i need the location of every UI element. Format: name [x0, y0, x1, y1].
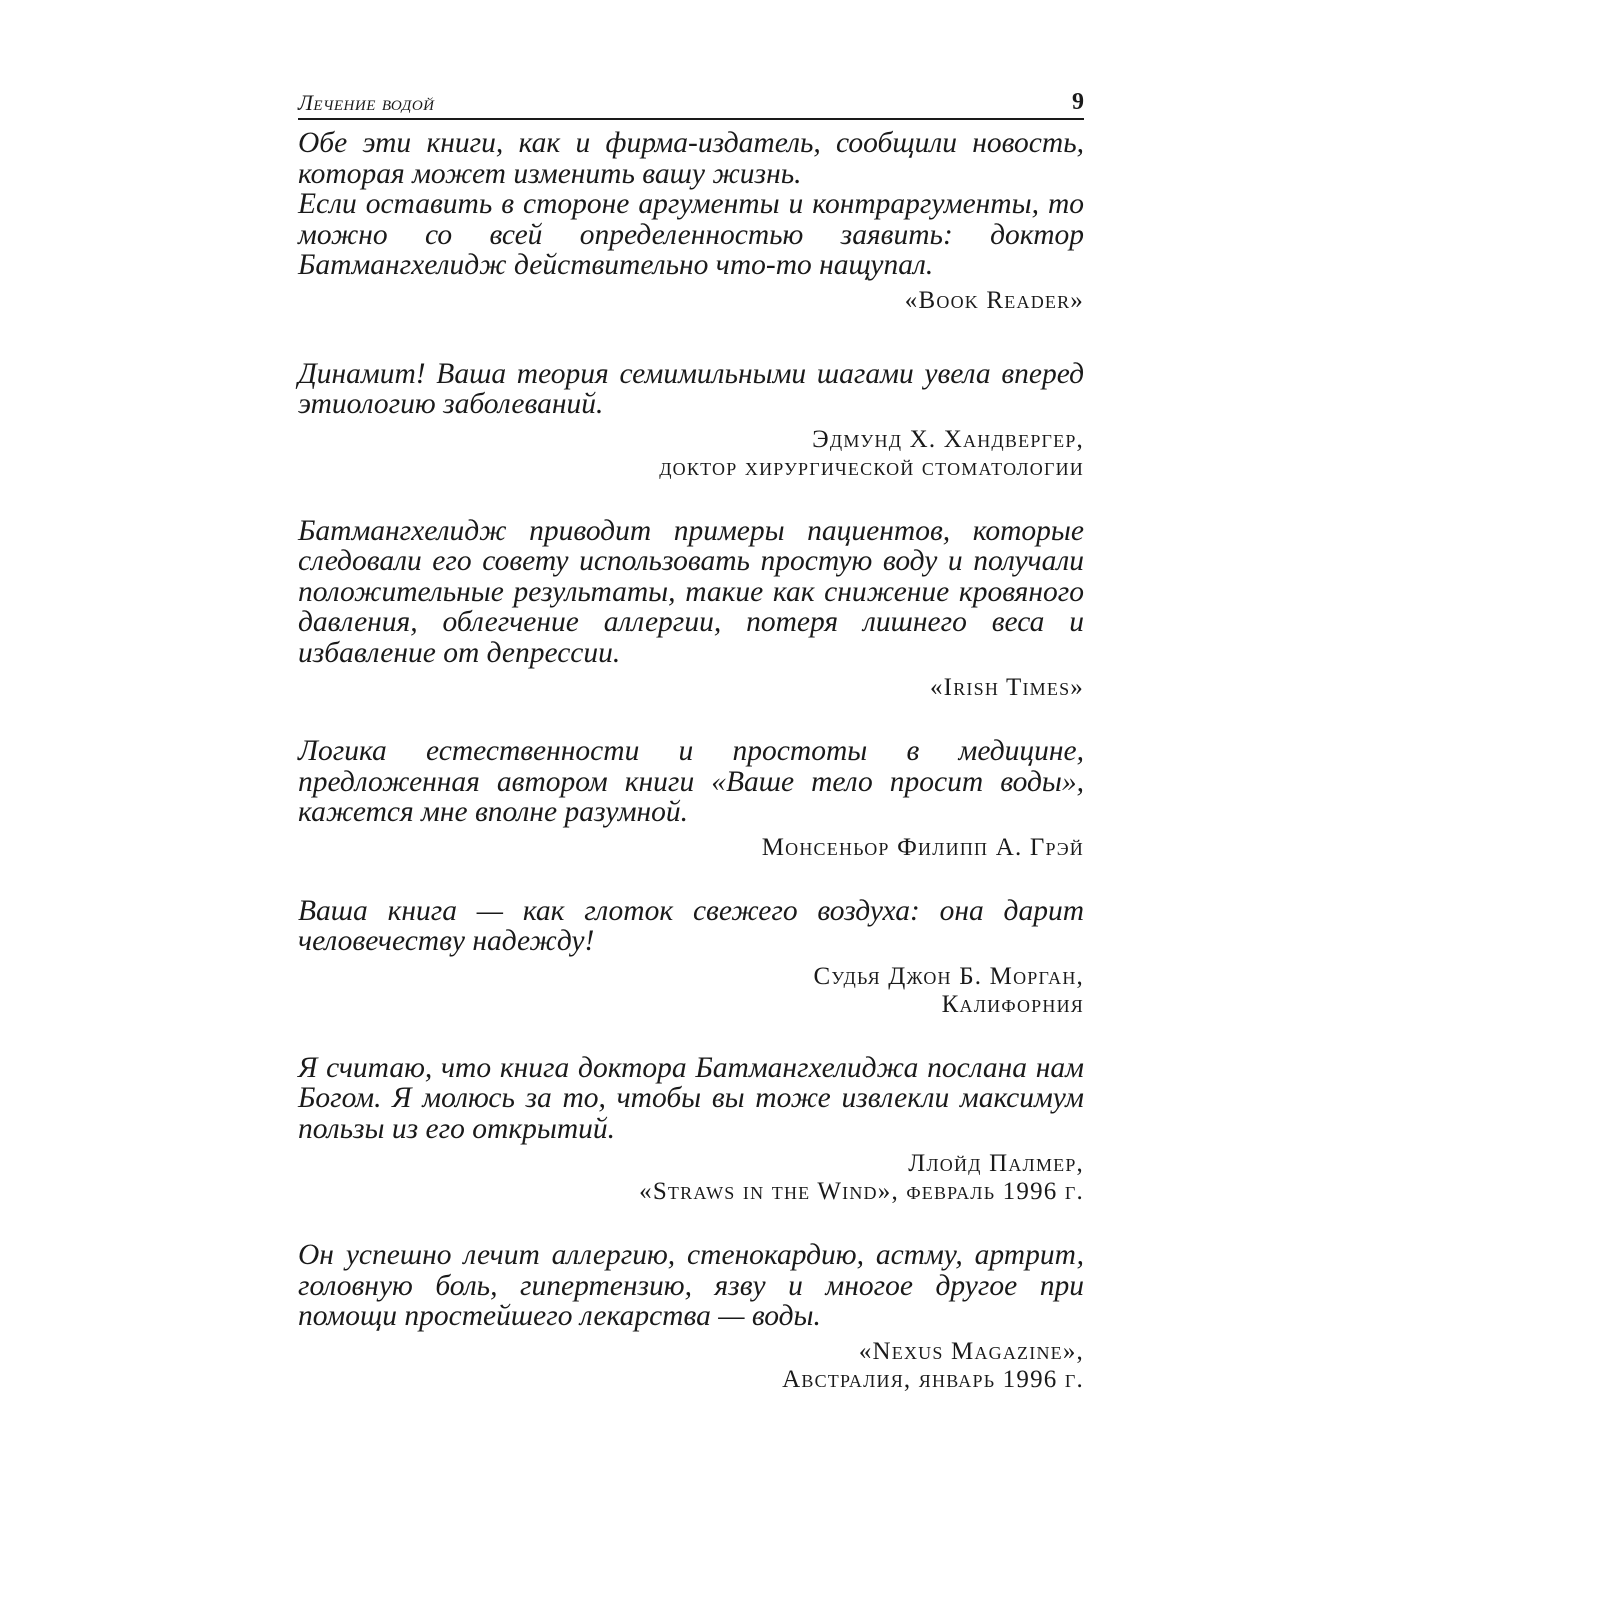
attribution-line: доктор хирургической стоматологии	[659, 453, 1084, 481]
quote-block	[298, 1240, 1084, 1394]
quote-block	[298, 896, 1084, 1019]
quote-block	[298, 736, 1084, 862]
quote-block	[298, 516, 1084, 703]
running-title: Лечение водой	[298, 90, 435, 115]
attribution-line: «Book Reader»	[904, 286, 1084, 314]
attribution-line: Калифорния	[941, 990, 1084, 1018]
page-number: 9	[1072, 89, 1084, 115]
attribution-line: «Straws in the Wind», февраль 1996 г.	[639, 1178, 1084, 1205]
quote-attribution	[298, 1150, 1084, 1206]
running-head	[298, 90, 1084, 120]
quote-text: Обе эти книги, как и фирма-издатель, сообщили новость, которая может изменить вашу жизнь.	[298, 127, 1084, 190]
quote-text: Логика естественности и простоты в медицине, предложенная автором книги «Ваше тело просит воды», кажется мне вполне разумной.	[298, 735, 1084, 828]
quote-attribution	[298, 674, 1084, 702]
quote-text: Я считаю, что книга доктора Батмангхелиджа послана нам Богом. Я молюсь за то, чтобы вы тоже извлекли максимум пользы из его открытий.	[298, 1051, 1084, 1145]
quote-text: Ваша книга — как глоток свежего воздуха: она дарит человечеству надежду!	[298, 894, 1084, 957]
quote-text: Он успешно лечит аллергию, стенокардию, астму, артрит, головную боль, гипертензию, язву и многое другое при помощи простейшего лекарства — воды.	[298, 1239, 1084, 1332]
quote-text: Батмангхелидж приводит примеры пациентов, которые следовали его совету использовать простую воду и получали положительные результаты, такие как снижение кровяного давления, облегчение аллергии, потеря лишнего веса и избавление от депрессии.	[298, 514, 1084, 669]
quote-attribution	[298, 834, 1084, 862]
quote-text: Если оставить в стороне аргументы и контраргументы, то можно со всей определенностью заявить: доктор Батмангхелидж действительно что-то нащупал.	[298, 188, 1084, 281]
quote-attribution	[298, 287, 1084, 315]
book-page	[298, 90, 1084, 1394]
attribution-line: «Irish Times»	[929, 674, 1084, 701]
attribution-line: «Nexus Magazine»,	[858, 1337, 1084, 1365]
quote-block	[298, 1053, 1084, 1207]
attribution-line: Ллойд Палмер,	[908, 1150, 1084, 1177]
quote-block	[298, 359, 1084, 482]
attribution-line: Монсеньор Филипп А. Грэй	[761, 833, 1084, 861]
quote-attribution	[298, 1338, 1084, 1394]
quote-attribution	[298, 963, 1084, 1019]
attribution-line: Судья Джон Б. Морган,	[813, 962, 1084, 990]
quote-attribution	[298, 426, 1084, 482]
attribution-line: Эдмунд Х. Хандвергер,	[812, 425, 1084, 453]
quote-block	[298, 128, 1084, 315]
quote-text: Динамит! Ваша теория семимильными шагами увела вперед этиологию заболеваний.	[298, 357, 1084, 420]
attribution-line: Австралия, январь 1996 г.	[782, 1365, 1084, 1393]
